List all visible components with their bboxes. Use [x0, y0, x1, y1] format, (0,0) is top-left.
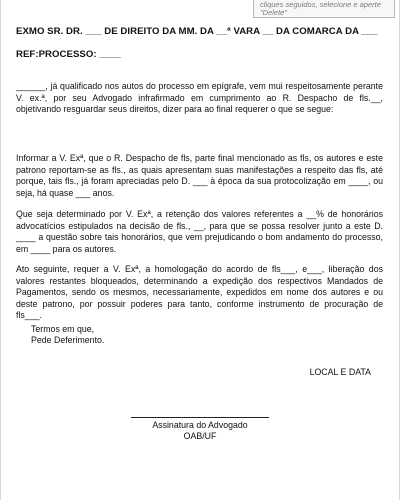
closing-request: Pede Deferimento.	[31, 335, 105, 345]
intro-paragraph: ______, já qualificado nos autos do processo em epígrafe, vem mui respeitosamente perante V. ex.ª, por seu Advogado infrafirmado em cumprimento ao R. Despacho de fls.__, objetivando resguardar seus direitos, dizer para ao final requerer o que se segue:	[16, 81, 383, 115]
signature-line	[131, 417, 269, 418]
addressee-heading: EXMO SR. DR. ___ DE DIREITO DA MM. DA __ª VARA __ DA COMARCA DA ___	[16, 26, 378, 37]
instruction-hint: cliques seguidos, selecione e aperte "Delete"	[253, 0, 395, 18]
inform-paragraph: Informar a V. Exª, que o R. Despacho de fls, parte final mencionado as fls, os autores e este patrono reportam-se as fls., as quais apresentam suas manifestações a respeito das fls, até porque, tais fls., já foram apreciadas pelo D. ___ à época da sua protocolização em ____, ou seja, há quase ___ anos.	[16, 153, 383, 198]
closing-terms: Termos em que,	[31, 324, 95, 334]
homologation-paragraph: Ato seguinte, requer a V. Exª, a homologação do acordo de fls___, e___, liberação dos valores restantes bloqueados, determinando a expedição dos respectivos Mandados de Pagamentos, sendo os mesmos, necessariamente, expedidos em nome dos autores e ou deste patrono, por possuir poderes para tanto, conforme instrumento de procuração de fls___.	[16, 264, 383, 321]
signature-registration: OAB/UF	[183, 431, 217, 441]
signature-role: Assinatura do Advogado	[152, 420, 248, 430]
retention-paragraph: Que seja determinado por V. Exª, a retenção dos valores referentes a __% de honorários advocatícios estipulados na decisão de fls., __, para que se possa resolver junto a este D. ____ a questão sobre tais honorários, que vem prejudicando o bom andamento do processo, em ____ para os autores.	[16, 209, 383, 254]
process-reference: REF:PROCESSO: ____	[16, 49, 121, 60]
place-and-date: LOCAL E DATA	[309, 367, 371, 377]
